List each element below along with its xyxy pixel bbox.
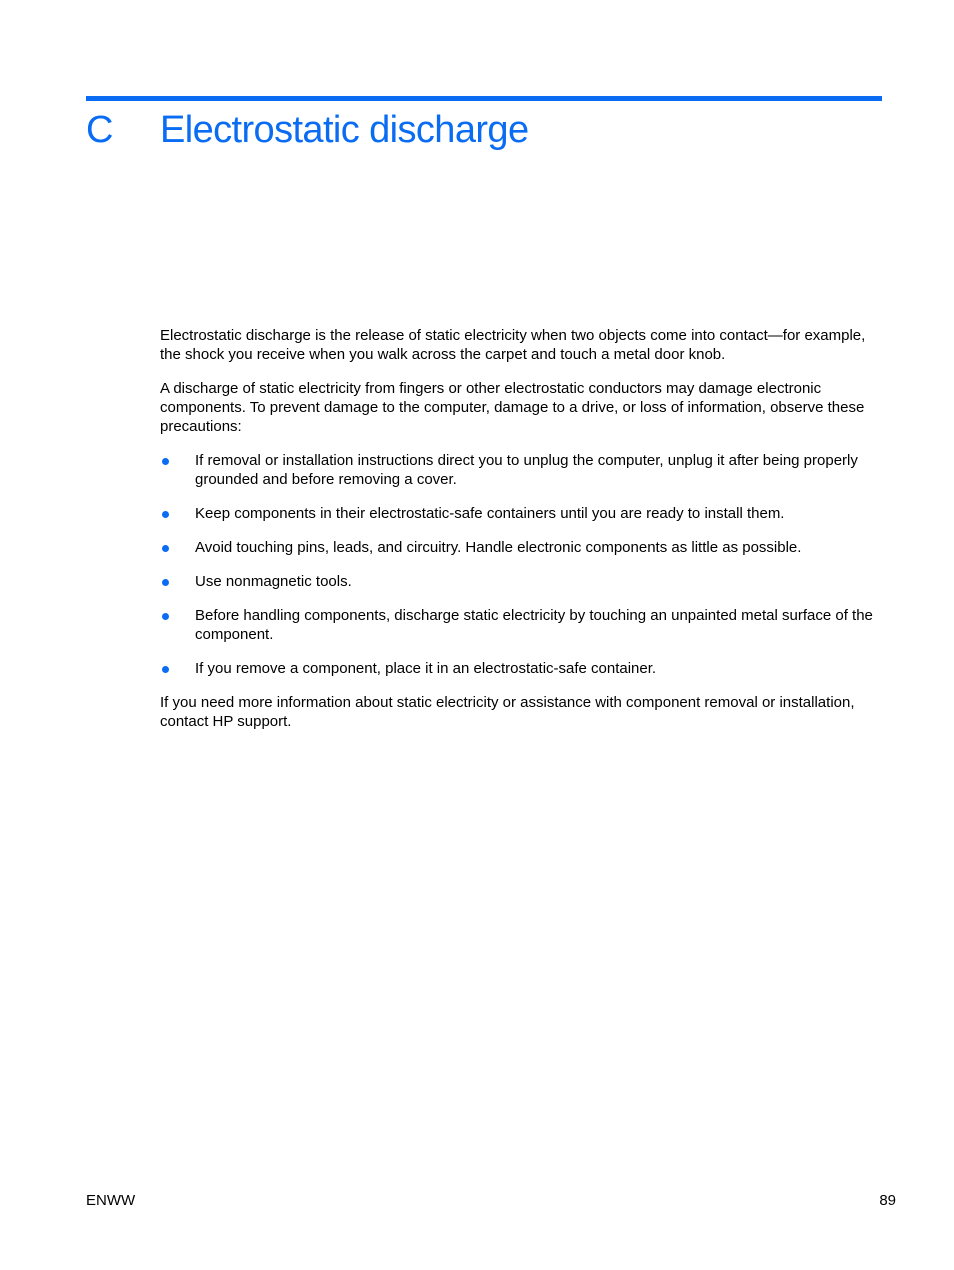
list-item-text: Use nonmagnetic tools. <box>195 573 352 590</box>
bullet-icon <box>162 511 169 518</box>
list-item <box>160 504 890 523</box>
precaution-list <box>160 451 890 678</box>
bullet-icon <box>162 666 169 673</box>
bullet-icon <box>162 458 169 465</box>
list-item <box>160 606 890 644</box>
list-item <box>160 538 890 557</box>
list-item-text: Keep components in their electrostatic-safe containers until you are ready to install them. <box>195 505 785 522</box>
closing-paragraph: If you need more information about static electricity or assistance with component removal or installation, contact HP support. <box>160 694 855 730</box>
intro-paragraph: Electrostatic discharge is the release of static electricity when two objects come into contact—for example, the shock you receive when you walk across the carpet and touch a metal door knob. <box>160 327 866 363</box>
chapter-title: Electrostatic discharge <box>160 109 529 151</box>
precaution-paragraph: A discharge of static electricity from fingers or other electrostatic conductors may damage electronic components. To prevent damage to the computer, damage to a drive, or loss of information, observe these precautions: <box>160 380 865 435</box>
chapter-top-rule <box>86 96 882 101</box>
list-item <box>160 451 890 489</box>
list-item-text: Before handling components, discharge static electricity by touching an unpainted metal surface of the component. <box>195 607 873 643</box>
bullet-icon <box>162 579 169 586</box>
list-item-text: Avoid touching pins, leads, and circuitry. Handle electronic components as little as possible. <box>195 539 802 556</box>
footer-label: ENWW <box>86 1192 136 1209</box>
chapter-letter: C <box>86 109 113 151</box>
list-item <box>160 659 890 678</box>
list-item <box>160 572 890 591</box>
list-item-text: If removal or installation instructions direct you to unplug the computer, unplug it after being properly grounded and before removing a cover. <box>195 452 858 488</box>
bullet-icon <box>162 545 169 552</box>
list-item-text: If you remove a component, place it in an electrostatic-safe container. <box>195 660 657 677</box>
bullet-icon <box>162 613 169 620</box>
page-number: 89 <box>879 1192 896 1209</box>
chapter-body <box>160 326 890 746</box>
